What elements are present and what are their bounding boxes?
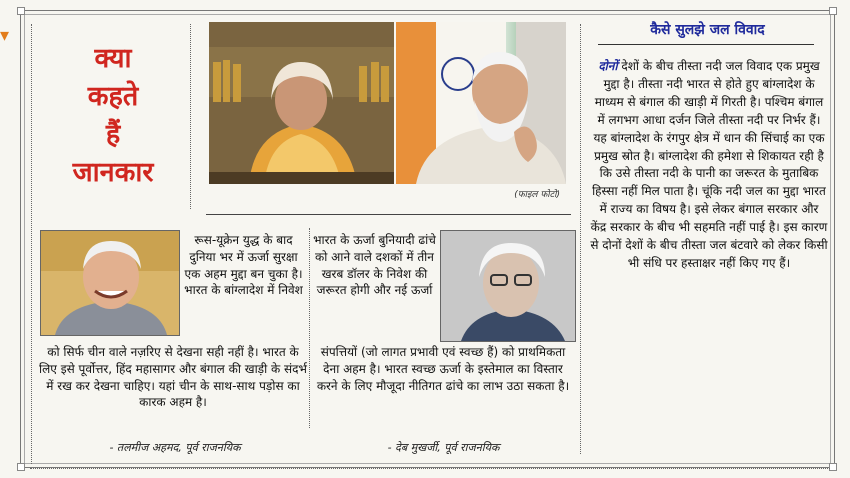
edge-marker-icon: ▾ xyxy=(0,25,10,46)
expert1-text-bottom: को सिर्फ चीन वाले नज़रिए से देखना सही नहीं है। भारत के लिए इसे पूर्वोत्तर, हिंद महासागर और बंगाल की खाड़ी के संदर्भ में रख कर देखना चाहिए। यहां चीन के साथ-साथ पड़ोस का कारक अहम है। xyxy=(39,345,307,410)
heading-line: कहते xyxy=(87,81,139,112)
sidebar-lead-word: दोनों xyxy=(598,59,618,73)
person-photo-icon xyxy=(396,22,566,184)
section-heading xyxy=(48,40,178,192)
heading-line: हैं xyxy=(105,119,121,150)
expert1-author: - तलमीज अहमद, पूर्व राजनयिक xyxy=(109,441,241,454)
expert2-author: - देब मुखर्जी, पूर्व राजनयिक xyxy=(387,441,500,454)
expert2-text-bottom: संपत्तियों (जो लागत प्रभावी एवं स्वच्छ हैं) को प्राथमिकता देना अहम है। भारत स्वच्छ ऊर्जा के इस्तेमाल का विस्तार करने के लिए मौजूदा नीतिगत ढांचे का लाभ उठा सकता है। xyxy=(316,345,570,393)
column-divider xyxy=(309,228,310,428)
sidebar-rule xyxy=(598,44,814,45)
section-rule xyxy=(206,214,571,215)
column-divider xyxy=(31,24,32,464)
photo-caption: (फाइल फोटो) xyxy=(514,190,560,200)
registration-mark-icon xyxy=(829,7,837,15)
column-divider xyxy=(190,24,191,209)
leader-photo-left xyxy=(209,22,394,184)
registration-mark-icon xyxy=(17,463,25,471)
person-photo-icon xyxy=(209,22,394,184)
sidebar-body xyxy=(590,58,828,273)
registration-mark-icon xyxy=(829,463,837,471)
expert-portrait-2 xyxy=(440,230,576,342)
expert2-text-top: भारत के ऊर्जा बुनियादी ढांचे को आने वाले दशकों में तीन खरब डॉलर के निवेश की जरूरत होगी और नई ऊर्जा xyxy=(313,233,436,298)
sidebar-body-text: देशों के बीच तीस्ता नदी जल विवाद एक प्रमुख मुद्दा है। तीस्ता नदी भारत से होते हुए बांग्लादेश के माध्यम से बंगाल की खाड़ी में गिरती है। पश्चिम बंगाल में लगभग आधा दर्जन जिले तीस्ता नदी पर निर्भर हैं। यह बांग्लादेश के रंगपुर क्षेत्र में धान की सिंचाई का एक प्रमुख स्रोत है। बांग्लादेश की हमेशा से शिकायत रही है कि उसे तीस्ता नदी के पानी का जरूरत के मुताबिक हिस्सा नहीं मिल पाता है। चूंकि नदी जल का मुद्दा भारत में राज्य का विषय है। इसे लेकर बंगाल सरकार और केंद्र सरकार के बीच भी सहमति नहीं पाई है। इस कारण से दोनों देशों के बीच तीस्ता जल बंटवारे को लेकर किसी भी संधि पर हस्ताक्षर नहीं किए गए हैं। xyxy=(590,59,828,270)
heading-line: जानकार xyxy=(72,157,154,188)
bottom-rule xyxy=(30,468,830,469)
registration-mark-icon xyxy=(17,7,25,15)
person-photo-icon xyxy=(41,231,179,335)
expert1-text-top: रूस-यूक्रेन युद्ध के बाद दुनिया भर में ऊर्जा सुरक्षा एक अहम मुद्दा बन चुका है। भारत के बांग्लादेश में निवेश xyxy=(184,233,303,298)
sidebar-title: कैसे सुलझे जल विवाद xyxy=(650,22,765,38)
expert-portrait-1 xyxy=(40,230,180,336)
person-photo-icon xyxy=(441,231,575,341)
column-divider xyxy=(580,24,581,454)
heading-line: क्या xyxy=(94,43,132,74)
leader-photo-right xyxy=(396,22,566,184)
